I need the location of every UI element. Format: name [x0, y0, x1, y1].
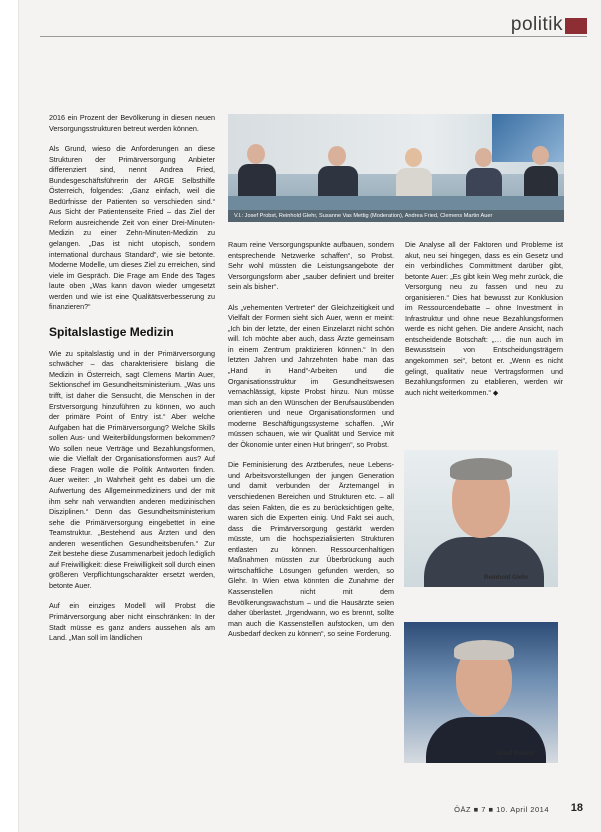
- paragraph: Wie zu spitalslastig und in der Primärversorgung schwächer – das charakterisiere bislang die Medizin in Österreich, sagt Clemens Martin Auer, Sektionschef im Gesundheitsministerium. „Was uns trifft, ist daher die Sensucht, die Menschen in der Erstversorgung hinzuführen zu können, wo auch der primäre Point of Entry ist.“ Aber welche Aufgaben hat die Primärversorgung? Welche Skills sollen Aus- und Weiterbildungsformen bekommen? Wo sollen neue Verträge und Bezahlungsformen, wie die Vielfalt der Organisationsformen aus? Auf diese Fragen wolle die Politik Antworten finden. Auer weiter: „In Wahrheit geht es dabei um die Aufwertung des Allgemeinmediziners und der mit ihm sehr nah verwandten anderen medizinischen Disziplinen.“ Denn das Gesundheitsministerium sehe die Primärversorgung eingebettet in eine Teamstruktur. „Bestehend aus Ärzten und den anderen wesentlichen Gesundheitsberufen.“ Zur Zeit bestehe diese Zusammenarbeit jedoch lediglich auf Freiwilligkeit: diese Freiwilligkeit soll durch einen größeren Verpflichtungscharakter ersetzt werden, betonte Auer.: [49, 348, 215, 590]
- end-mark-icon: ◆: [492, 389, 499, 397]
- portrait-photo: [404, 622, 558, 763]
- article-column-3: [405, 240, 563, 399]
- section-title: politik: [510, 14, 563, 35]
- portrait-hair: [450, 458, 512, 480]
- portrait-photo: [404, 450, 558, 587]
- article-column-1: [49, 113, 215, 644]
- portrait-caption: Reinhold Glehr: [484, 574, 529, 581]
- photo-head: [328, 146, 346, 166]
- panel-group-photo: [228, 114, 564, 222]
- paragraph-text: Die Analyse all der Faktoren und Probleme ist akut, neu sei hingegen, dass es ein Gesetz und ein verbindliches Committment darüber gibt, betonte Auer: „Es gibt kein Weg mehr zurück, die Versorgung neu zu fassen und neu zu organisieren.“ Dies hat bewusst zur Konklusion im Ressourcendebatte – ohne Investment in Infrastruktur und ohne neue Bezahlungsformen werde es nicht gehen. Die andere Ansicht, nach entscheidende Botschaft: „… die nun auch im Bewusstsein von Entscheidungsträgern angekommen sei“, betont er. „Wenn es nicht gelingt, qualitativ neue Vertragsformen und Bezahlungsformen zu etablieren, werden wir auch nicht weiterkommen.“: [405, 240, 563, 397]
- photo-head: [532, 146, 549, 165]
- photo-table: [228, 196, 564, 210]
- photo-screen: [492, 114, 564, 162]
- paragraph: Als „vehementen Vertreter“ der Gleichzeitigkeit und Vielfalt der Formen sieht sich Auer, wenn er meint: „Ich bin der letzte, der einen Einzelarzt nicht schön will. Ich möchte aber auch, dass Ärzte gemeinsam in einem Zentrum praktizieren können.“ In den letzten Jahren und Jahrzehnten habe man das „Hand in Hand“-Arbeiten und die Organisationsstruktur im Gesundheitswesen vernachlässigt, kipste Probst hinzu. Nun müsse man sich an den Wünschen der Berufsausübenden orientieren und neue Organisationsformen und moderne Beschäftigungssysteme schaffen. „Wir müssen schauen, wie wir Qualität und Service mit der Ökonomie unter einen Hut bringen“, so Probst.: [228, 302, 394, 449]
- paragraph: 2016 ein Prozent der Bevölkerung in diesen neuen Versorgungsstrukturen betreut werden können.: [49, 113, 215, 133]
- photo-head: [475, 148, 492, 167]
- paragraph: Als Grund, wieso die Anforderungen an diese Strukturen der Primärversorgung Anbieter differenziert sind, nennt Andrea Fried, Bundesgeschäftsführerin der ARGE Selbsthilfe Österreich, folgendes: „Ganz einfach, weil die Bedürfnisse der Patienten so verschieden sind.“ Aus Sicht der Patientenseite Fried – das Ziel der Reform ausreichende Zeit von einer Drei-Minuten-Medizin zu einer Zehn-Minuten-Medizin zu gelangen. „Das ist nicht utopisch, sondern international durchaus Standard“, wie sie betonte. Moderne Modelle, um dieses Ziel zu erreichen, sind viele im Gespräch. Die Frage am Ende des Tages laute oben „Was kann davon wieder umgesetzt werden und wie ist eine Qualitätsverbesserung zu finanzieren?“: [49, 144, 215, 312]
- portrait-hair: [454, 640, 514, 660]
- paragraph: Raum reine Versorgungspunkte aufbauen, sondern entsprechende Netzwerke schaffen“, so Probst. Sehr wohl müssten die Leistungsangebote der Versorgungsform aber „sauber definiert und breiter sein als bisher“.: [228, 240, 394, 292]
- issue-line: ÖÄZ ■ 7 ■ 10. April 2014: [454, 805, 549, 814]
- page-number: 18: [570, 802, 583, 814]
- page-gutter: [0, 0, 19, 832]
- paragraph: Auf ein einziges Modell will Probst die Primärversorgung aber nicht einschränken: In der Stadt müsse es ganz anders aussehen als am Land. „Man soll im ländlichen: [49, 601, 215, 643]
- photo-caption: V.l.: Josef Probst, Reinhold Glehr, Susanne Vas Mettig (Moderation), Andrea Fried, Clemens Martin Auer: [228, 210, 564, 222]
- portrait-caption: Josef Probst: [496, 750, 534, 757]
- section-accent-bar: [565, 18, 587, 34]
- photo-head: [405, 148, 422, 167]
- subheading: Spitalslastige Medizin: [49, 324, 174, 339]
- paragraph: Die Feminisierung des Arztberufes, neue Lebens- und Arbeitsvorstellungen der jungen Generation und damit verbunden der Ärztemangel in verschiedenen Bereichen und Strukturen etc. – all das seien Fakten, die es zu berücksichtigen gelte, waren sich die Experten einig. Und Fakt sei auch, dass die Primärversorgung gestärkt werden müsste, um die hochspezialisierten Strukturen entlasten zu können. Ressourcenhaltigen Maßnahmen müssten zur Überbrückung auch wirtschaftliche Lösungen gefunden werden, so Glehr. In Wien etwa könnten die Zunahme der Kassenstellen nicht mit dem Bevölkerungswachstum – und die Hausärzte seien daher überlastet. „Irgendwann, wo es brennt, sollte man auch die Kassenstellen aufstocken, um den Ausbedarf decken zu können“, so seine Forderung.: [228, 460, 394, 639]
- header-rule: [40, 36, 587, 37]
- photo-head: [247, 144, 265, 164]
- paragraph: [405, 240, 563, 399]
- article-column-2: [228, 240, 394, 640]
